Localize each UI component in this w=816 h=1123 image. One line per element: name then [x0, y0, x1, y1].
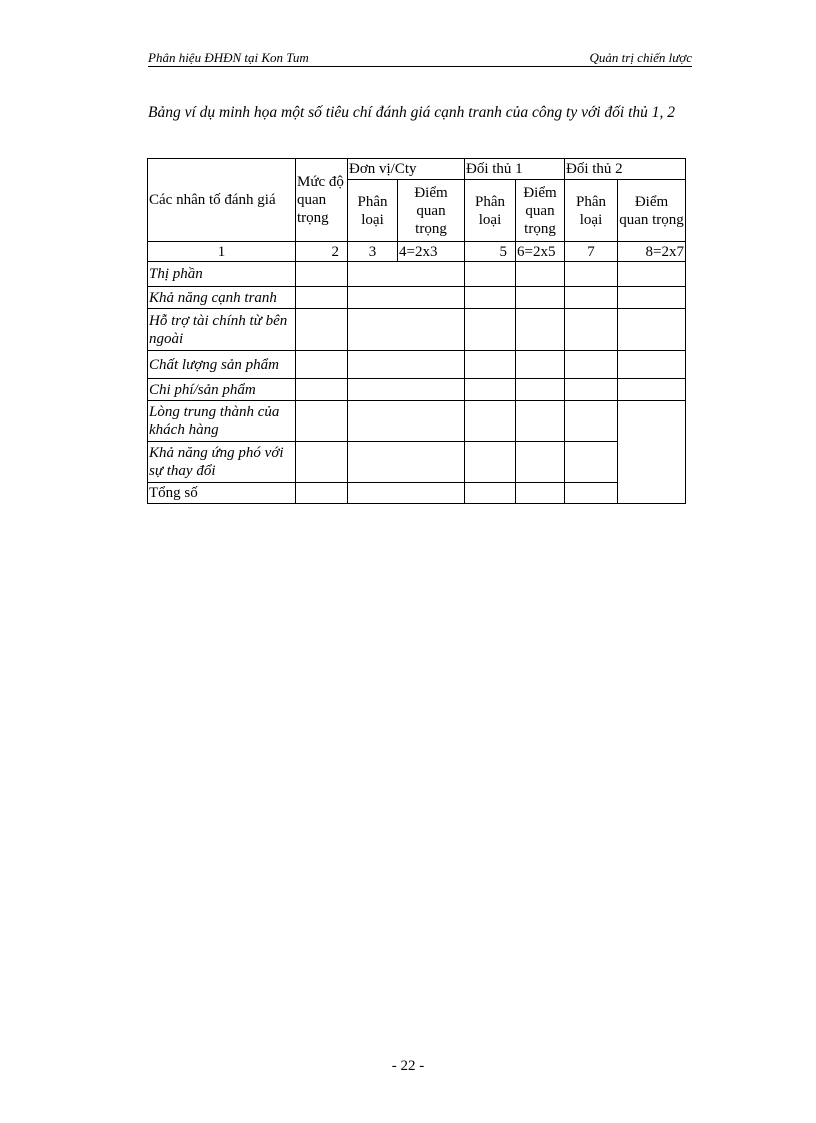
table-cell: [565, 287, 618, 309]
factor-header: Các nhân tố đánh giá: [148, 159, 296, 242]
table-cell: [618, 309, 686, 351]
total-label: Tổng số: [148, 483, 296, 504]
factor-label: Thị phần: [148, 262, 296, 287]
table-cell: [296, 287, 348, 309]
table-cell: [348, 379, 465, 401]
table-cell: [465, 401, 516, 442]
table-cell: [348, 262, 465, 287]
table-cell: [565, 379, 618, 401]
page-number: - 22 -: [391, 1058, 425, 1074]
table-cell: [516, 287, 565, 309]
index-cell: 3: [348, 242, 398, 262]
group-header-competitor-1: Đối thủ 1: [465, 159, 565, 180]
table-cell: [348, 483, 465, 504]
factor-label: Khả năng ứng phó với sự thay đổi: [148, 442, 296, 483]
table-cell: [565, 483, 618, 504]
table-cell: [565, 351, 618, 379]
index-cell: 2: [296, 242, 348, 262]
factor-label: Hỗ trợ tài chính từ bên ngoài: [148, 309, 296, 351]
table-cell: [465, 309, 516, 351]
group-header-company: Đơn vị/Cty: [348, 159, 465, 180]
factor-label: Chất lượng sản phẩm: [148, 351, 296, 379]
table-cell: [296, 262, 348, 287]
index-cell: 4=2x3: [398, 242, 465, 262]
header-course-title: Quản trị chiến lược: [589, 50, 692, 65]
table-cell: [296, 379, 348, 401]
table-caption: Bảng ví dụ minh họa một số tiêu chí đánh giá cạnh tranh của công ty với đối thủ 1, 2: [148, 104, 676, 121]
table-cell: [465, 351, 516, 379]
score-header: Điểm quan trọng: [516, 180, 565, 242]
table-cell: [618, 401, 686, 504]
table-cell: [618, 351, 686, 379]
table-cell: [348, 442, 465, 483]
table-cell: [296, 401, 348, 442]
score-header: Điểm quan trọng: [398, 180, 465, 242]
table-cell: [565, 309, 618, 351]
table-cell: [465, 442, 516, 483]
evaluation-table: [147, 158, 686, 504]
table-cell: [296, 442, 348, 483]
table-cell: [465, 379, 516, 401]
importance-header: Mức độ quan trọng: [296, 159, 348, 242]
header-institution: Phân hiệu ĐHĐN tại Kon Tum: [148, 50, 309, 65]
table-cell: [618, 287, 686, 309]
table-cell: [516, 351, 565, 379]
table-cell: [348, 287, 465, 309]
table-cell: [465, 483, 516, 504]
rating-header: Phân loại: [565, 180, 618, 242]
table-cell: [465, 287, 516, 309]
table-cell: [618, 379, 686, 401]
table-cell: [348, 309, 465, 351]
table-cell: [516, 379, 565, 401]
index-cell: 7: [565, 242, 618, 262]
table-cell: [348, 401, 465, 442]
score-header: Điểm quan trọng: [618, 180, 686, 242]
table-cell: [516, 442, 565, 483]
index-cell: 6=2x5: [516, 242, 565, 262]
table-cell: [565, 442, 618, 483]
table-cell: [516, 483, 565, 504]
page-header: [148, 50, 692, 67]
group-header-competitor-2: Đối thủ 2: [565, 159, 686, 180]
index-cell: 8=2x7: [618, 242, 686, 262]
factor-label: Chi phí/sản phẩm: [148, 379, 296, 401]
table-cell: [348, 351, 465, 379]
factor-label: Khả năng cạnh tranh: [148, 287, 296, 309]
table-cell: [618, 262, 686, 287]
table-cell: [296, 483, 348, 504]
factor-label: Lòng trung thành của khách hàng: [148, 401, 296, 442]
table-cell: [565, 262, 618, 287]
rating-header: Phân loại: [465, 180, 516, 242]
table-cell: [516, 309, 565, 351]
index-cell: 1: [148, 242, 296, 262]
table-cell: [296, 351, 348, 379]
table-cell: [516, 262, 565, 287]
table-cell: [565, 401, 618, 442]
table-cell: [516, 401, 565, 442]
table-cell: [465, 262, 516, 287]
table-cell: [296, 309, 348, 351]
index-cell: 5: [465, 242, 516, 262]
rating-header: Phân loại: [348, 180, 398, 242]
